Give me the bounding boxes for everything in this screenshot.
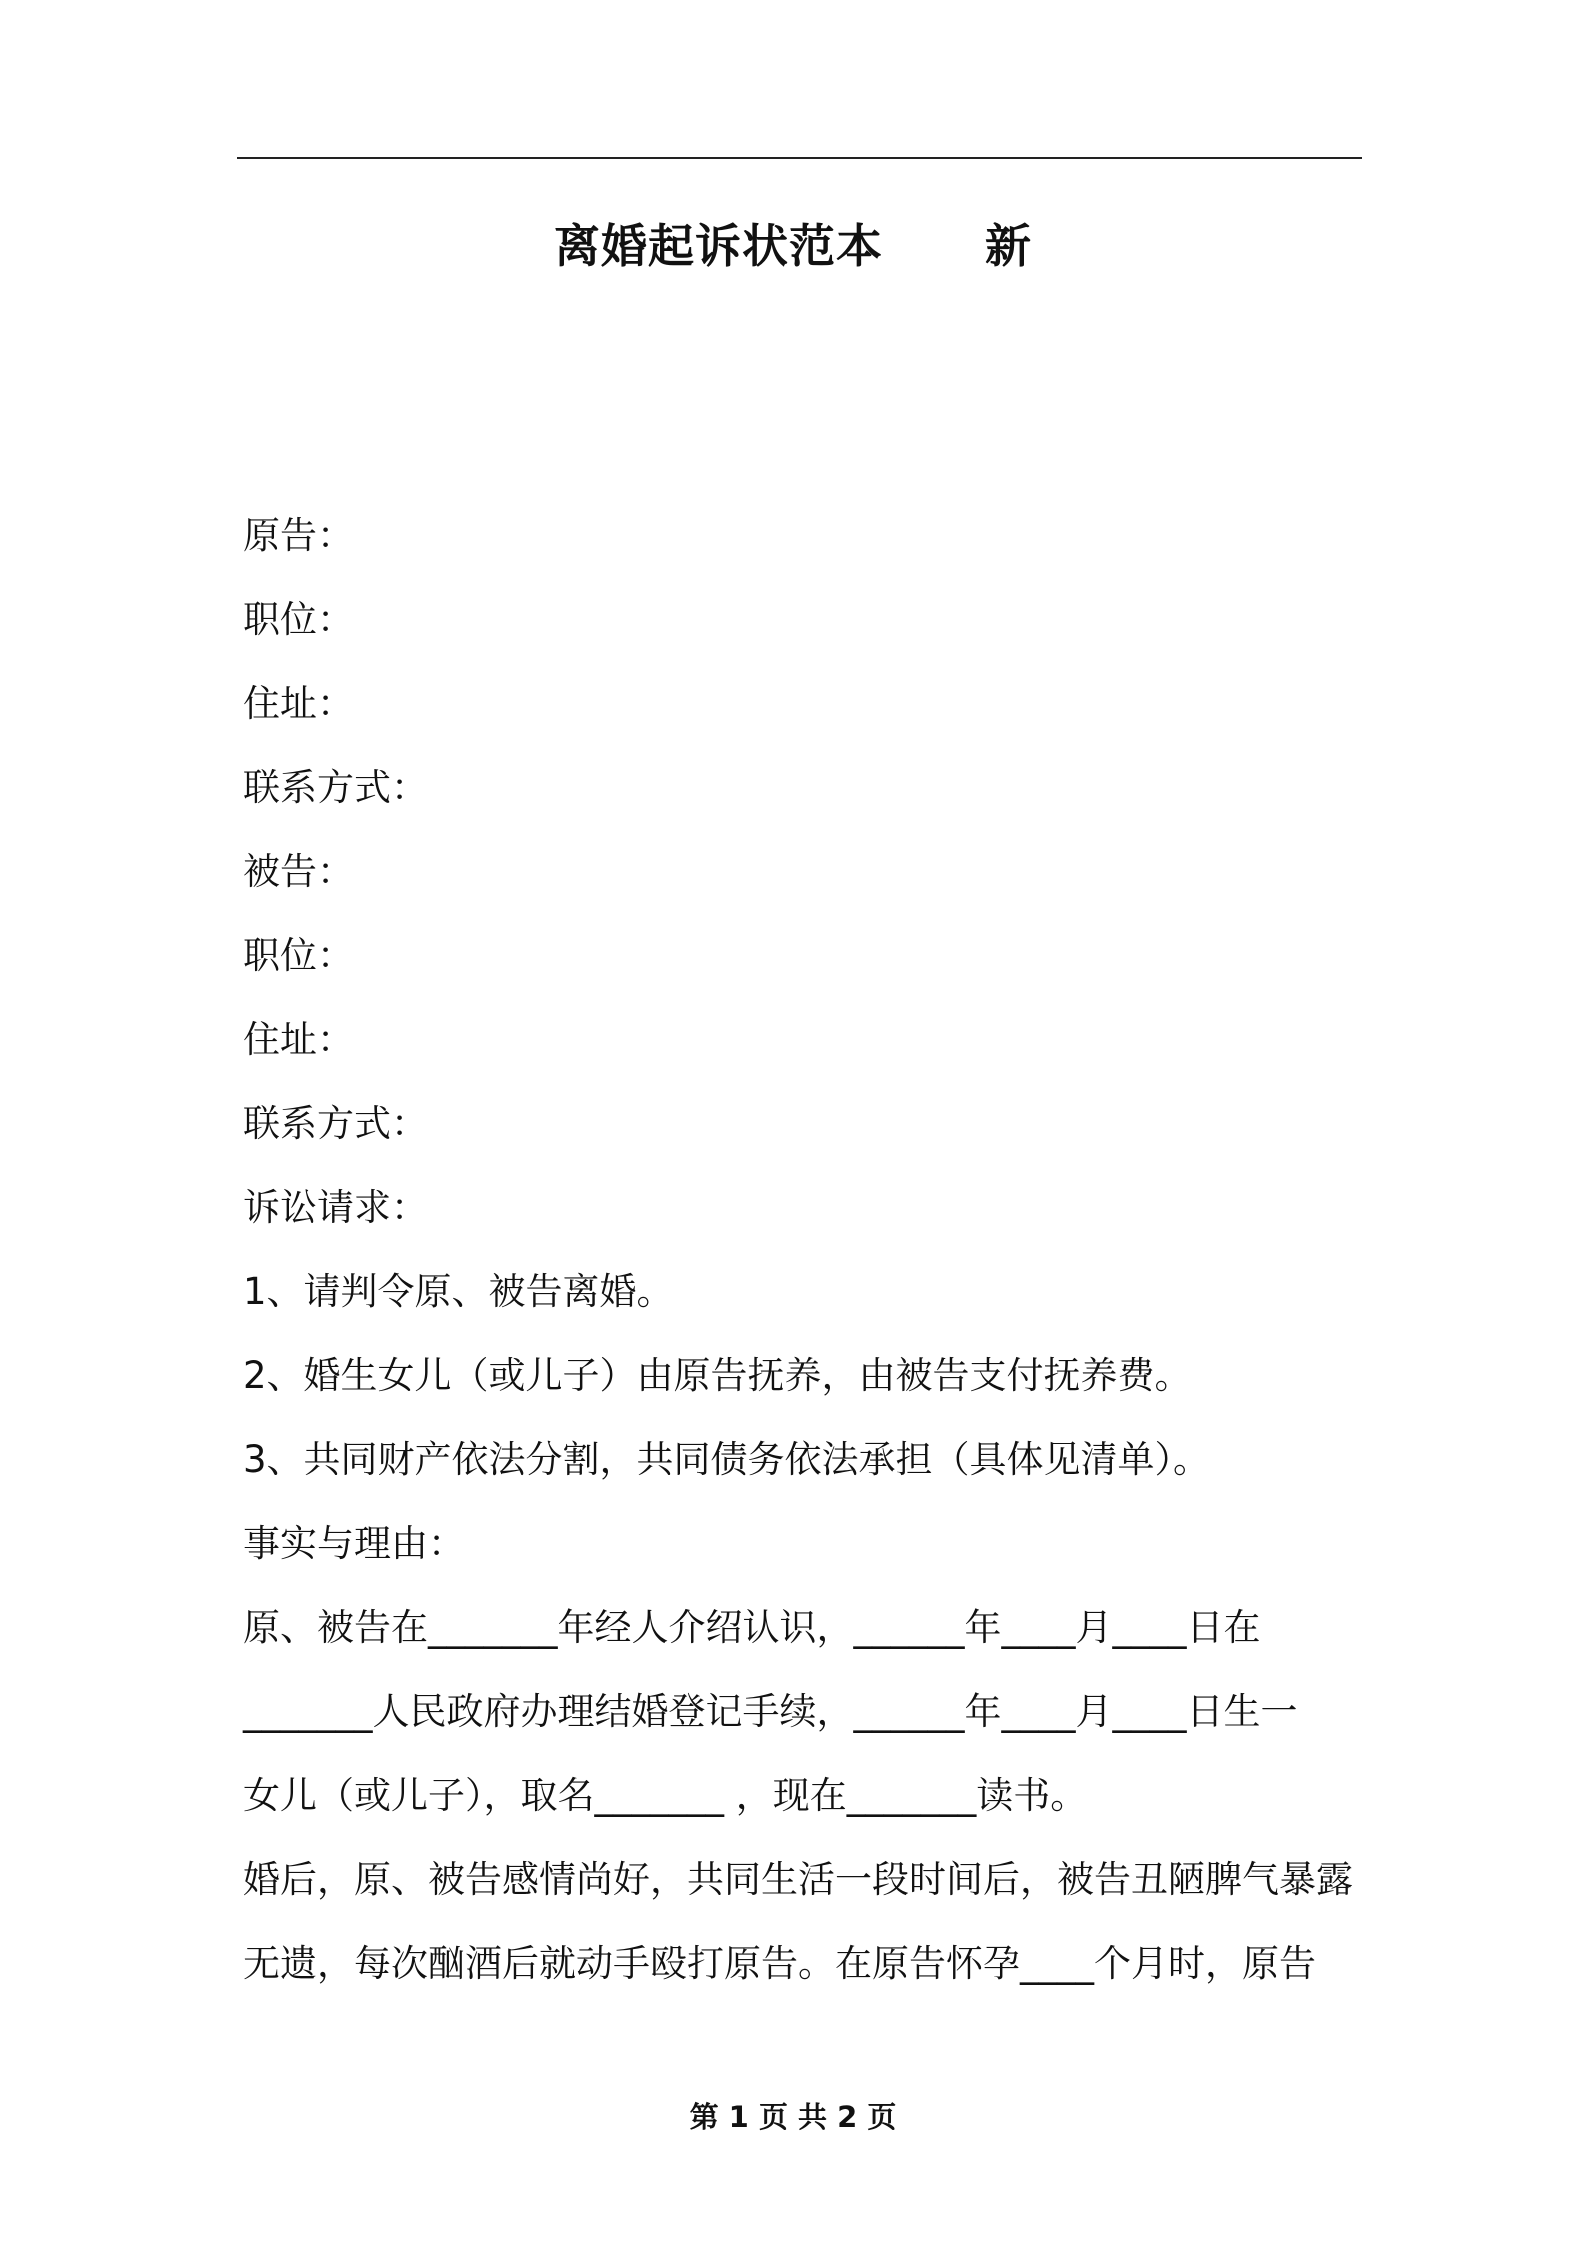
document-body: [243, 494, 1363, 2006]
plaintiff-position-label: 职位：: [243, 598, 354, 641]
claims-heading: 诉讼请求：: [243, 1186, 428, 1229]
defendant-position-label: 职位：: [243, 934, 354, 977]
document-title: 离婚起诉状范本 新: [553, 219, 1033, 273]
defendant-contact-label: 联系方式：: [243, 1102, 428, 1145]
plaintiff-address-label: 住址：: [243, 682, 354, 725]
defendant-label: 被告：: [243, 850, 354, 893]
facts-paragraph-line: 婚后，原、被告感情尚好，共同生活一段时间后，被告丑陋脾气暴露: [243, 1858, 1353, 1901]
plaintiff-contact-label: 联系方式：: [243, 766, 428, 809]
claim-item-1: 1、请判令原、被告离婚。: [243, 1270, 674, 1313]
facts-paragraph-line: 女儿（或儿子），取名_______ ，现在_______读书。: [243, 1774, 1088, 1817]
facts-heading: 事实与理由：: [243, 1522, 465, 1565]
facts-paragraph-line: 原、被告在_______年经人介绍认识，______年____月____日在: [243, 1606, 1261, 1649]
page-number-footer: 第 1 页 共 2 页: [689, 2100, 897, 2134]
facts-paragraph-line: _______人民政府办理结婚登记手续，______年____月____日生一: [243, 1690, 1298, 1733]
claim-item-3: 3、共同财产依法分割，共同债务依法承担（具体见清单）。: [243, 1438, 1211, 1481]
header-rule: [237, 157, 1362, 159]
plaintiff-label: 原告：: [243, 514, 354, 557]
claim-item-2: 2、婚生女儿（或儿子）由原告抚养，由被告支付抚养费。: [243, 1354, 1192, 1397]
facts-paragraph-line: 无遗，每次酗酒后就动手殴打原告。在原告怀孕____个月时，原告: [243, 1942, 1316, 1985]
defendant-address-label: 住址：: [243, 1018, 354, 1061]
